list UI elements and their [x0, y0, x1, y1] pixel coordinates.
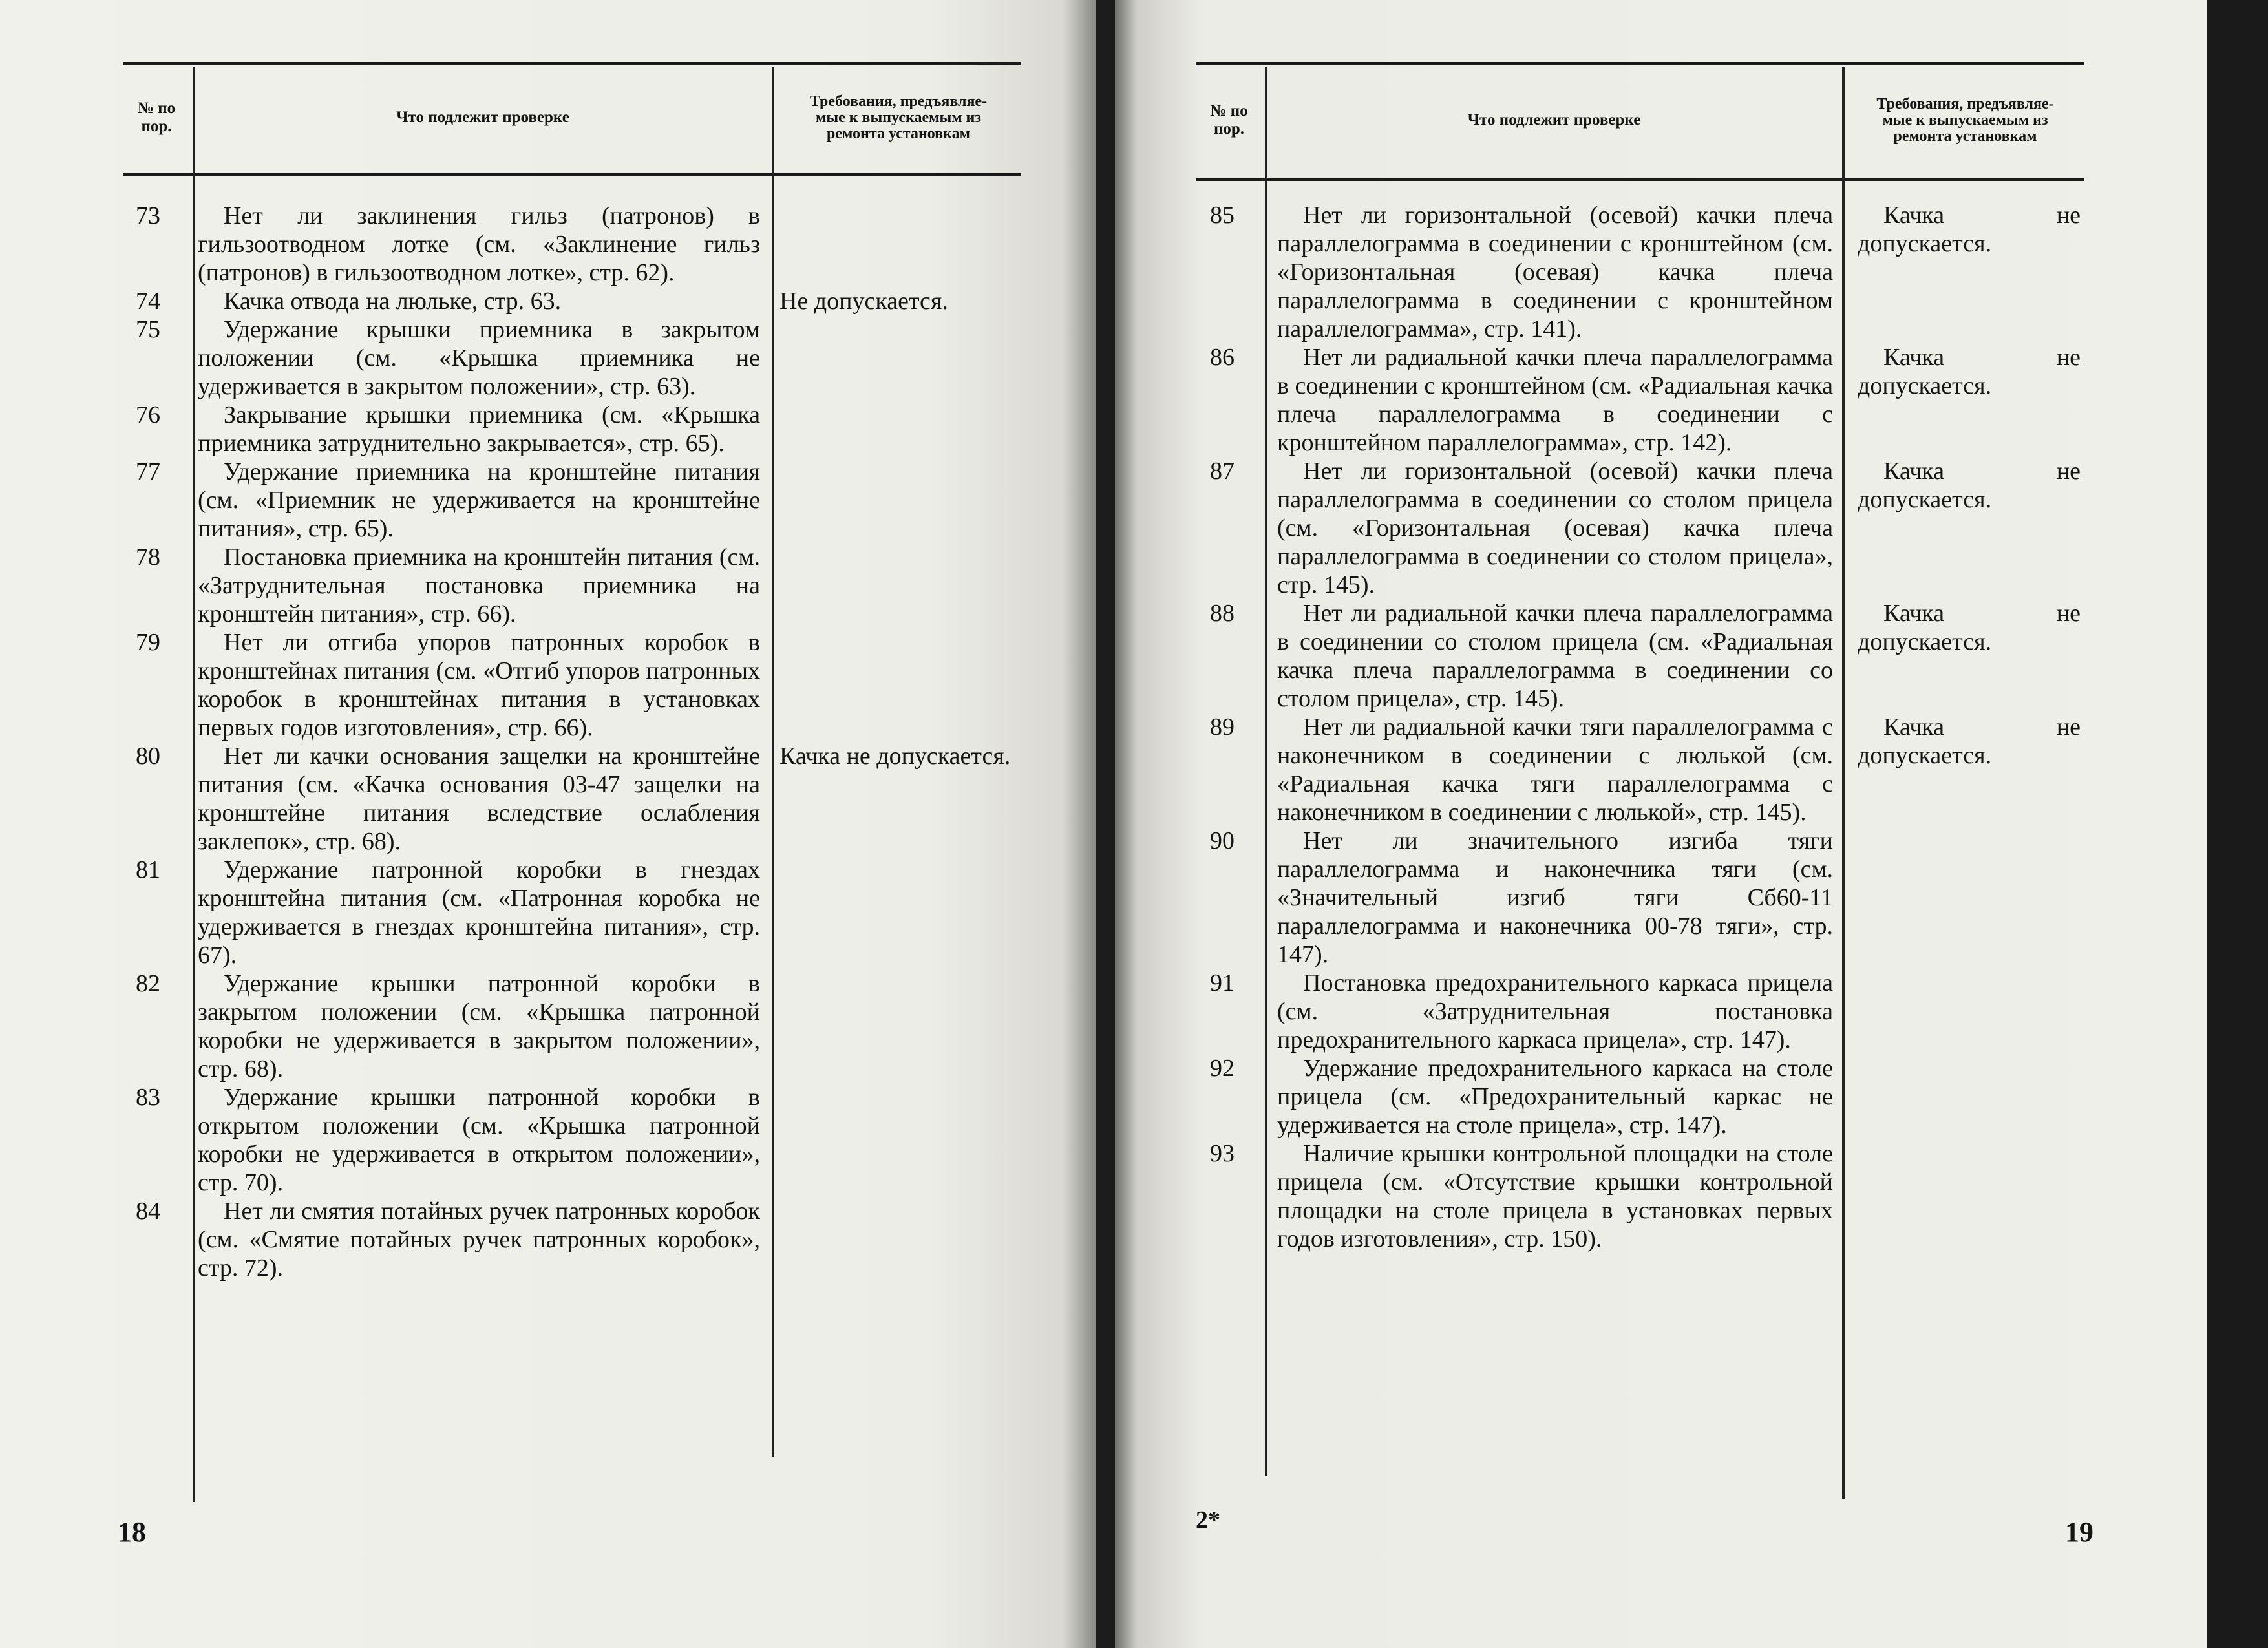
- row-number: 88: [1210, 600, 1235, 627]
- header-requirements: Требования, предъявляе- мые к выпускаемым из ремонта установкам: [1876, 95, 2054, 145]
- row-requirement: [1858, 969, 2081, 1054]
- row-text: [198, 742, 760, 856]
- row-number: 78: [136, 544, 160, 571]
- row-number: 85: [1210, 202, 1235, 229]
- row-number: 93: [1210, 1140, 1235, 1167]
- row-text: [198, 315, 760, 401]
- row-text-content: Удержание приемника на кронштейне питания (см. «Приемник не удерживается на кронштейне питания», стр. 65).: [198, 458, 760, 542]
- row-text-content: Удержание крышки патронной коробки в закрытом положении (см. «Крышка патронной коробки не удерживается в закрытом положении», стр. 68).: [198, 970, 760, 1083]
- table-row: [123, 315, 1021, 401]
- row-requirement: [1858, 1139, 2081, 1253]
- row-number: 79: [136, 629, 160, 656]
- table-row: [123, 401, 1021, 458]
- row-requirement: Качка не допускается.: [779, 743, 1011, 770]
- table-row: [1196, 1054, 2084, 1139]
- row-number: 77: [136, 458, 160, 485]
- row-number: 83: [136, 1084, 160, 1111]
- table-row: [123, 202, 1021, 287]
- row-text-content: Качка отвода на люльке, стр. 63.: [224, 288, 562, 315]
- row-text-content: Наличие крышки контрольной площадки на столе прицела (см. «Отсутствие крышки контрольной площадки на столе прицела в установках первых годов изготовления», стр. 150).: [1277, 1140, 1833, 1252]
- page-number-left: 18: [118, 1516, 146, 1548]
- table-row: [123, 287, 1021, 315]
- row-text: [198, 543, 760, 628]
- table-row: [123, 543, 1021, 628]
- row-requirement: [779, 1083, 1012, 1197]
- left-page: [0, 0, 1096, 1648]
- row-text: [1277, 343, 1833, 457]
- row-text-content: Нет ли смятия потайных ручек патронных коробок (см. «Смятие потайных ручек патронных коробок», стр. 72).: [198, 1198, 760, 1282]
- row-requirement: Качка не допускается.: [1858, 713, 2081, 769]
- row-text: [198, 202, 760, 287]
- table-row: [123, 856, 1021, 969]
- row-text: [198, 458, 760, 543]
- row-text-content: Удержание патронной коробки в гнездах кронштейна питания (см. «Патронная коробка не удерживается в гнездах кронштейна питания», стр. 67).: [198, 856, 760, 969]
- row-text: [1277, 201, 1833, 343]
- row-requirement: [1858, 1054, 2081, 1139]
- table-row: [1196, 969, 2084, 1054]
- row-number: 87: [1210, 458, 1235, 485]
- header-what: Что подлежит проверке: [396, 109, 569, 126]
- row-text: [1277, 827, 1833, 969]
- row-text: [1277, 1139, 1833, 1253]
- book-edge: [2207, 0, 2268, 1648]
- row-text-content: Нет ли радиальной качки тяги параллелограмма с наконечником в соединении с люлькой (см. «Радиальная качка тяги параллелограмма с наконечником в соединении с люлькой», стр. 145).: [1277, 713, 1833, 826]
- row-text-content: Нет ли горизонтальной (осевой) качки плеча параллелограмма в соединении с кронштейном (см. «Горизонтальная (осевая) качка плеча параллелограмма в соединении с кронштейном параллелограмма», стр. 141).: [1277, 202, 1833, 343]
- row-text: [198, 1197, 760, 1282]
- table-row: [1196, 827, 2084, 969]
- row-requirement: Качка не допускается.: [1858, 344, 2081, 399]
- row-text-content: Закрывание крышки приемника (см. «Крышка приемника затруднительно закрывается», стр. 65).: [198, 401, 760, 457]
- table-row: [123, 458, 1021, 543]
- row-text-content: Нет ли горизонтальной (осевой) качки плеча параллелограмма в соединении со столом прицела (см. «Горизонтальная (осевая) качка плеча параллелограмма в соединении со столом прицела», стр. 145).: [1277, 458, 1833, 598]
- table-row: [123, 1197, 1021, 1282]
- row-number: 81: [136, 856, 160, 883]
- row-text-content: Нет ли радиальной качки плеча параллелограмма в соединении со столом прицела (см. «Радиальная качка плеча параллелограмма в соединении со столом прицела», стр. 145).: [1277, 600, 1833, 712]
- table-row: [123, 742, 1021, 856]
- row-number: 82: [136, 970, 160, 997]
- row-text-content: Нет ли заклинения гильз (патронов) в гильзоотводном лотке (см. «Заклинение гильз (патронов) в гильзоотводном лотке», стр. 62).: [198, 202, 760, 286]
- row-requirement: [779, 969, 1012, 1083]
- row-text-content: Удержание предохранительного каркаса на столе прицела (см. «Предохранительный каркас не удерживается на столе прицела», стр. 147).: [1277, 1055, 1833, 1139]
- row-number: 75: [136, 316, 160, 343]
- row-number: 91: [1210, 969, 1235, 997]
- header-num: № по пор.: [137, 100, 176, 135]
- row-requirement: [779, 202, 1012, 287]
- row-text: [198, 969, 760, 1083]
- row-text: [198, 856, 760, 969]
- row-text: [1277, 969, 1833, 1054]
- row-number: 80: [136, 743, 160, 770]
- table-row: [1196, 1139, 2084, 1253]
- row-number: 84: [136, 1198, 160, 1225]
- row-text: [1277, 457, 1833, 599]
- table-row: [1196, 713, 2084, 827]
- row-text-content: Удержание крышки приемника в закрытом положении (см. «Крышка приемника не удерживается в закрытом положении», стр. 63).: [198, 316, 760, 400]
- header-what: Что подлежит проверке: [1467, 111, 1641, 129]
- row-text: [1277, 713, 1833, 827]
- row-text: [1277, 1054, 1833, 1139]
- row-text: [198, 628, 760, 742]
- row-requirement: [779, 315, 1012, 401]
- page-number-right: 19: [2065, 1516, 2093, 1548]
- row-requirement: [779, 856, 1012, 969]
- row-number: 89: [1210, 713, 1235, 741]
- row-requirement: [779, 458, 1012, 543]
- header-num: № по пор.: [1210, 102, 1248, 138]
- row-text: [1277, 599, 1833, 713]
- table-row: [123, 1083, 1021, 1197]
- row-text-content: Постановка приемника на кронштейн питания (см. «Затруднительная постановка приемника на кронштейн питания», стр. 66).: [198, 544, 760, 628]
- row-requirement: Не допускается.: [779, 288, 948, 315]
- table-row: [123, 628, 1021, 742]
- row-number: 86: [1210, 344, 1235, 371]
- row-number: 76: [136, 401, 160, 428]
- row-requirement: [779, 401, 1012, 458]
- row-text-content: Нет ли значительного изгиба тяги параллелограмма и наконечника тяги (см. «Значительный изгиб тяги Сб60-11 параллелограмма и наконечника 00-78 тяги», стр. 147).: [1277, 827, 1833, 968]
- row-requirement: Качка не допускается.: [1858, 202, 2081, 257]
- table-row: [123, 969, 1021, 1083]
- signature-mark: 2*: [1196, 1506, 1220, 1534]
- book-spine: [1096, 0, 1115, 1648]
- row-text-content: Нет ли отгиба упоров патронных коробок в кронштейнах питания (см. «Отгиб упоров патронных коробок в кронштейнах питания в установках первых годов изготовления», стр. 66).: [198, 629, 760, 741]
- header-requirements: Требования, предъявляе- мые к выпускаемым из ремонта установкам: [809, 92, 988, 142]
- row-requirement: [779, 628, 1012, 742]
- header-rule: [1196, 178, 2084, 181]
- row-requirement: [1858, 827, 2081, 969]
- row-text-content: Нет ли радиальной качки плеча параллелограмма в соединении с кронштейном (см. «Радиальная качка плеча параллелограмма в соединении с кронштейном параллелограмма», стр. 142).: [1277, 344, 1833, 456]
- row-number: 74: [136, 288, 160, 315]
- row-requirement: [779, 543, 1012, 628]
- row-text: [198, 401, 760, 458]
- row-text: [198, 287, 760, 315]
- table-row: [1196, 457, 2084, 599]
- row-requirement: [779, 1197, 1012, 1282]
- right-rows: [1196, 201, 2084, 1253]
- row-text-content: Нет ли качки основания защелки на кронштейне питания (см. «Качка основания 03-47 защелки на кронштейне питания вследствие ослабления заклепок», стр. 68).: [198, 743, 760, 855]
- right-page: [1115, 0, 2207, 1648]
- row-text-content: Удержание крышки патронной коробки в открытом положении (см. «Крышка патронной коробки не удерживается в открытом положении», стр. 70).: [198, 1084, 760, 1196]
- table-row: [1196, 599, 2084, 713]
- header-rule: [123, 173, 1021, 176]
- row-requirement: Качка не допускается.: [1858, 458, 2081, 513]
- row-text-content: Постановка предохранительного каркаса прицела (см. «Затруднительная постановка предохранительного каркаса прицела», стр. 147).: [1277, 969, 1833, 1053]
- row-number: 92: [1210, 1055, 1235, 1082]
- row-number: 73: [136, 202, 160, 229]
- row-requirement: Качка не допускается.: [1858, 600, 2081, 655]
- table-row: [1196, 343, 2084, 457]
- table-row: [1196, 201, 2084, 343]
- row-number: 90: [1210, 827, 1235, 854]
- left-rows: [123, 202, 1021, 1282]
- row-text: [198, 1083, 760, 1197]
